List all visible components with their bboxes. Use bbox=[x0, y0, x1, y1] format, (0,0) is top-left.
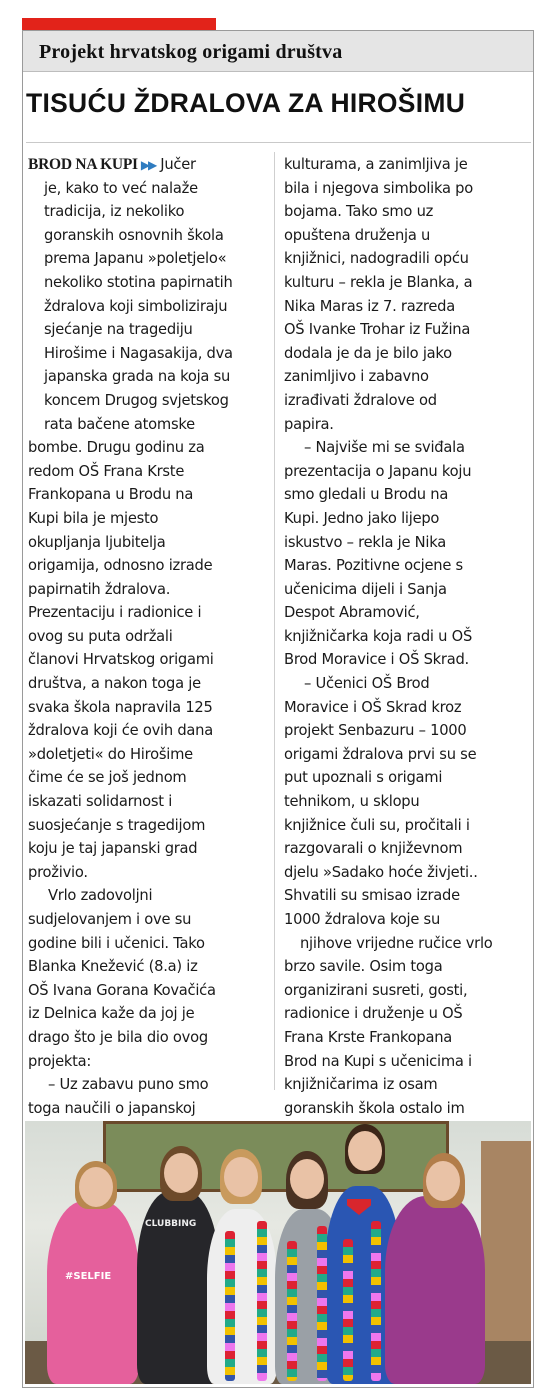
text-line: – Uz zabavu puno smo bbox=[48, 1076, 209, 1094]
text-line: papira. bbox=[284, 415, 334, 433]
text-line: je, kako to već nalaže bbox=[44, 179, 198, 197]
headline-divider bbox=[26, 142, 531, 143]
text-line: smo gledali u Brodu na bbox=[284, 486, 449, 504]
origami-crane-chain bbox=[371, 1221, 381, 1381]
photo-girl-6 bbox=[385, 1196, 485, 1384]
text-line: članovi Hrvatskog origami bbox=[28, 651, 214, 669]
text-line: ovog su puta održali bbox=[28, 627, 173, 645]
text-line: Blanka Knežević (8.a) iz bbox=[28, 958, 198, 976]
text-line: proživio. bbox=[28, 863, 88, 881]
text-line: Despot Abramović, bbox=[284, 604, 420, 622]
article-column-2 bbox=[284, 153, 524, 1191]
text-line: knjižničarka koja radi u OŠ bbox=[284, 627, 473, 645]
photo-girl-4-face bbox=[290, 1159, 324, 1199]
text-line: zanimljivo i zabavno bbox=[284, 368, 429, 386]
text-line: Prezentaciju i radionice i bbox=[28, 604, 202, 622]
text-line: okupljanja ljubitelja bbox=[28, 533, 166, 551]
text-line: goranskih osnovnih škola bbox=[44, 226, 224, 244]
section-accent-bar bbox=[22, 18, 216, 30]
text-line: bombe. Drugu godinu za bbox=[28, 439, 205, 457]
text-line: projekt Senbazuru – 1000 bbox=[284, 722, 467, 740]
photo-girl-1 bbox=[47, 1201, 139, 1384]
article-kicker: Projekt hrvatskog origami društva bbox=[23, 31, 533, 72]
text-line: Brod na Kupi s učenicima i bbox=[284, 1052, 472, 1070]
text-line: razgovarali o književnom bbox=[284, 840, 463, 858]
text-line: dodala je da je bilo jako bbox=[284, 344, 452, 362]
text-line: iz Delnica kaže da joj je bbox=[28, 1005, 195, 1023]
shirt-text-selfie: #SELFIE bbox=[65, 1271, 112, 1282]
text-line: ždralova koji simboliziraju bbox=[44, 297, 228, 315]
text-line: iskazati solidarnost i bbox=[28, 793, 173, 811]
text-line: redom OŠ Frana Krste bbox=[28, 462, 185, 480]
text-line: bila i njegova simbolika po bbox=[284, 179, 473, 197]
text-line: nekoliko stotina papirnatih bbox=[44, 273, 233, 291]
text-line: OŠ Ivanke Trohar iz Fužina bbox=[284, 321, 471, 339]
text-line: knjižnice čuli su, pročitali i bbox=[284, 816, 470, 834]
double-chevron-right-icon: ▶▶ bbox=[140, 158, 156, 172]
text-line: 1000 ždralova koje su bbox=[284, 911, 441, 928]
text-line: tehnikom, u sklopu bbox=[284, 793, 420, 811]
text-line: knjižničarima iz osam bbox=[284, 1076, 438, 1094]
text-line: organizirani susreti, gosti, bbox=[284, 981, 468, 999]
text-line: – Najviše mi se sviđala bbox=[304, 439, 465, 457]
text-line: učenicima dijeli i Sanja bbox=[284, 580, 447, 598]
article-column-1 bbox=[28, 153, 268, 1191]
text-line: njihove vrijedne ručice vrlo bbox=[300, 934, 493, 952]
origami-crane-chain bbox=[225, 1231, 235, 1381]
text-line: koju je taj japanski grad bbox=[28, 840, 198, 858]
text-line: Frankopana u Brodu na bbox=[28, 486, 194, 504]
text-line: origami ždralova prvi su se bbox=[284, 745, 477, 763]
text-line: svaka škola napravila 125 bbox=[28, 698, 213, 716]
text-line: Frana Krste Frankopana bbox=[284, 1028, 453, 1046]
article-dateline: BROD NA KUPI bbox=[28, 156, 138, 173]
text-line: – Učenici OŠ Brod bbox=[304, 675, 430, 693]
text-line: izrađivati ždralove od bbox=[284, 391, 437, 409]
text-line: tradicija, iz nekoliko bbox=[44, 203, 185, 221]
text-line: kulturama, a zanimljiva je bbox=[284, 156, 468, 173]
text-line: prezentacija o Japanu koju bbox=[284, 462, 472, 480]
text-line: origamija, odnosno izrade bbox=[28, 557, 213, 575]
text-line: papirnatih ždralova. bbox=[28, 580, 171, 598]
article-headline: TISUĆU ŽDRALOVA ZA HIROŠIMU bbox=[26, 88, 466, 118]
text-line: Maras. Pozitivne ocjene s bbox=[284, 557, 463, 575]
photo-girl-2-face bbox=[164, 1153, 198, 1193]
origami-crane-chain bbox=[257, 1221, 267, 1381]
text-line: brzo savile. Osim toga bbox=[284, 958, 443, 976]
text-line: sudjelovanjem i ove su bbox=[28, 911, 192, 928]
text-line: prema Japanu »poletjelo« bbox=[44, 250, 227, 268]
photo-girl-6-face bbox=[426, 1161, 460, 1201]
text-line: čime će se još jednom bbox=[28, 769, 187, 787]
text-line: opuštena druženja u bbox=[284, 226, 431, 244]
photo-girl-1-face bbox=[79, 1167, 113, 1207]
text-line: radionice i druženje u OŠ bbox=[284, 1005, 463, 1023]
text-line: projekta: bbox=[28, 1052, 92, 1070]
text-line: toga naučili o japanskoj bbox=[28, 1099, 196, 1117]
photo-bulletin-board bbox=[103, 1121, 449, 1192]
text-line: iskustvo – rekla je Nika bbox=[284, 533, 446, 551]
text-line: kulturu – rekla je Blanka, a bbox=[284, 273, 473, 291]
column-divider bbox=[274, 152, 275, 1090]
text-line: sjećanje na tragediju bbox=[44, 321, 193, 339]
text-line: Moravice i OŠ Skrad kroz bbox=[284, 698, 462, 716]
text-line: bojama. Tako smo uz bbox=[284, 203, 434, 221]
text-line: koncem Drugog svjetskog bbox=[44, 391, 229, 409]
text-line: Kupi. Jedno jako lijepo bbox=[284, 509, 440, 527]
article-photo bbox=[25, 1121, 531, 1384]
text-line: Brod Moravice i OŠ Skrad. bbox=[284, 651, 469, 669]
text-line: drago što je bila dio ovog bbox=[28, 1028, 208, 1046]
photo-girl-3-face bbox=[224, 1157, 258, 1197]
text-line: ždralova koji će ovih dana bbox=[28, 722, 213, 740]
text-line: Shvatili su smisao izrade bbox=[284, 887, 460, 905]
text-line: »doletjeti« do Hirošime bbox=[28, 745, 193, 763]
text-line: Nika Maras iz 7. razreda bbox=[284, 297, 455, 315]
text-line bbox=[28, 153, 268, 177]
text-line: suosjećanje s tragedijom bbox=[28, 816, 206, 834]
photo-girl-5-face bbox=[348, 1131, 382, 1171]
text-line: knjižnici, nadogradili opću bbox=[284, 250, 469, 268]
text-line: Kupi bila je mjesto bbox=[28, 509, 159, 527]
text-line: Hirošime i Nagasakija, dva bbox=[44, 344, 233, 362]
origami-crane-chain bbox=[317, 1226, 327, 1381]
origami-crane-chain bbox=[343, 1239, 353, 1381]
text-line: djelu »Sadako hoće živjeti.. bbox=[284, 863, 478, 881]
text-line: Vrlo zadovoljni bbox=[48, 887, 153, 905]
text-line: društva, a nakon toga je bbox=[28, 675, 201, 693]
text-line: rata bačene atomske bbox=[44, 415, 195, 433]
text-line: japanska grada na koja su bbox=[44, 368, 231, 386]
text-line: OŠ Ivana Gorana Kovačića bbox=[28, 981, 216, 999]
text-line: put upoznali s origami bbox=[284, 769, 443, 787]
origami-crane-chain bbox=[287, 1241, 297, 1381]
text-line: godine bili i učenici. Tako bbox=[28, 934, 205, 952]
text-line-content: Jučer bbox=[160, 156, 196, 173]
shirt-text-clubbing: CLUBBING bbox=[145, 1219, 197, 1229]
text-line: goranskih škola ostalo im bbox=[284, 1099, 465, 1117]
